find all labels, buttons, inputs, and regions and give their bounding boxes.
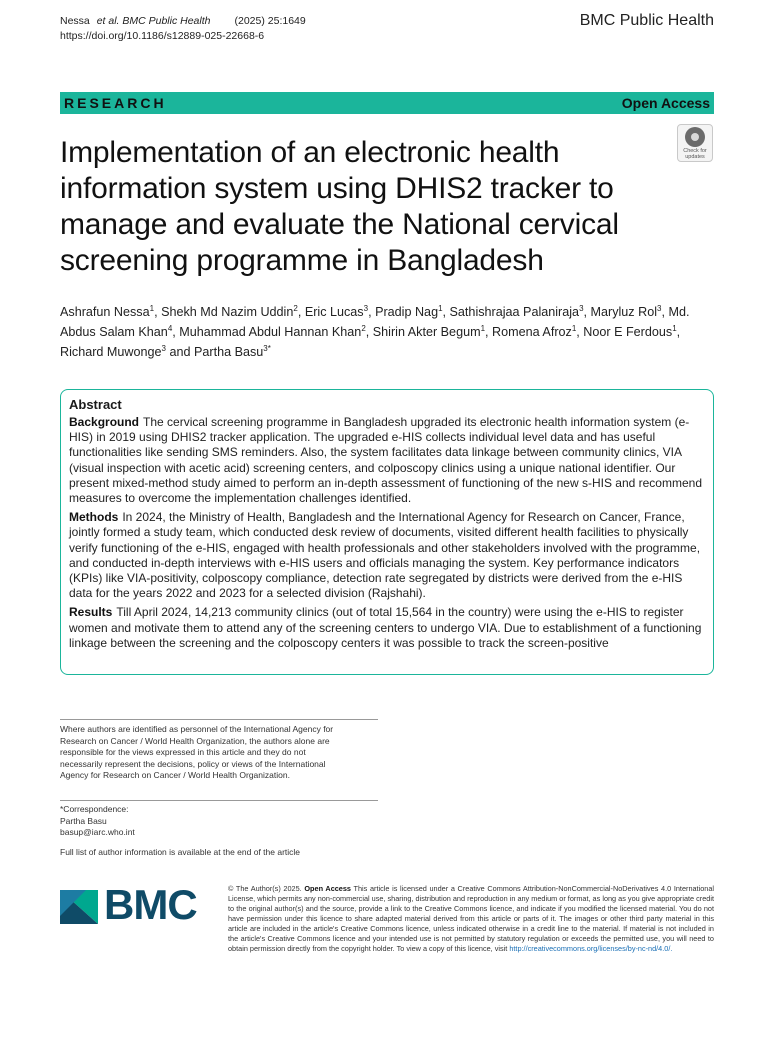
author-affiliation: 3 [363,303,369,313]
author-name: Noor E Ferdous [583,325,673,339]
bmc-wordmark: BMC [104,881,197,928]
results-label: Results [69,605,113,620]
author-affiliation: 1 [438,303,443,313]
author-name: Romena Afroz [492,325,572,339]
correspondence-name: Partha Basu [60,815,107,826]
correspondence-block [60,804,360,839]
license-text [228,884,714,954]
author-affiliation: 3 [161,343,166,353]
check-updates-line1: Check for [683,148,707,154]
check-updates-text [683,148,707,160]
author-affiliation: 2 [293,303,298,313]
running-header [60,14,310,44]
license-open-access: Open Access [304,884,351,893]
correspondence-email[interactable]: basup@iarc.who.int [60,827,135,837]
background-text: The cervical screening programme in Bangladesh upgraded its electronic health information system (e-HIS) in 2019 using DHIS2 tracker application. The upgraded e-HIS collects individual level data and has useful functionalities like sending SMS reminders. Also, the system facilitates data linkage between community clinics, VIA (visual inspection with acetic acid) screening centers, and colposcopy clinics using a unique national identifier. Our present mixed-method study aimed to perform an in-depth assessment of functioning of the new s-HIS and recommend measures to overcome the implementation challenges identified. [69,415,702,506]
bmc-mark-icon [60,886,98,924]
journal-name: BMC Public Health [579,12,714,29]
abstract-box [60,389,714,675]
article-type-label: RESEARCH [64,95,167,111]
author-name: Muhammad Abdul Hannan Khan [179,325,362,339]
footnote-rule [60,719,378,720]
author-name: Richard Muwonge [60,345,162,359]
author-name: Shekh Md Nazim Uddin [161,305,294,319]
author-affiliation: 1 [480,323,486,333]
crossmark-icon [685,127,705,147]
author-name: Pradip Nag [375,305,439,319]
methods-text: In 2024, the Ministry of Health, Bangladesh and the International Agency for Research on Cancer, France, jointly formed a study team, which conducted desk review of documents, visited different health facilities to physically verify functioning of the e-HIS, engaged with health professionals and other stakeholders involved with the programme, and conducted in-depth interviews with e-HIS users and officials managing the system. Key performance indicators (KPIs) like VIA-positivity, colposcopy compliance, detection rate segregated by districts were derived from the e-HIS data for the years 2022 and 2023 for a selected division (Rajshahi). [69,510,701,601]
article-title: Implementation of an electronic health information system using DHIS2 tracker to manage and evaluate the National cervical screening programme in Bangladesh [60,136,619,277]
open-access-label: Open Access [621,95,710,111]
author-name: Shirin Akter Begum [372,325,481,339]
check-for-updates-button[interactable] [677,124,713,162]
author-info-note: Full list of author information is available at the end of the article [60,847,301,857]
author-affiliation: 4 [167,323,173,333]
author-affiliation: 3 [657,303,662,313]
author-affiliation: 1 [672,323,677,333]
license-link[interactable]: http://creativecommons.org/licenses/by-nc-nd/4.0/. [509,944,673,953]
author-name: Md. Abdus Salam Khan [60,305,690,339]
methods-label: Methods [69,510,119,525]
article-type-band [60,92,714,114]
author-affiliation: 2 [361,323,366,333]
citation-line [60,14,310,29]
disclaimer-note: Where authors are identified as personnel of the International Agency for Research on Cancer / World Health Organization, the authors alone are responsible for the views expressed in this article and they do not necessarily represent the decisions, policy or views of the International Agency for Research on Cancer / World Health Organization. [60,724,334,780]
author-affiliation: 3* [263,343,271,353]
header-journal-short: et al. BMC Public Health [96,15,211,27]
author-affiliation: 3 [579,303,584,313]
background-label: Background [69,415,140,429]
header-authors: Nessa [60,15,93,27]
author-name: Sathishrajaa Palaniraja [449,305,580,319]
license-body: This article is licensed under a Creative Commons Attribution-NonCommercial-NoDerivatives 4.0 International License, which permits any non-commercial use, sharing, distribution and reproduction in any medium or format, as long as you give appropriate credit to the original author(s) and the source, provide a link to the Creative Commons licence, and indicate if you modified the licensed material. You do not have permission under this licence to share adapted material derived from this article or parts of it. The images or other third party material in this article are included in the article's Creative Commons licence, unless indicated otherwise in a credit line to the material. If material is not included in the article's Creative Commons licence and your intended use is not permitted by statutory regulation or exceeds the permitted use, you will need to obtain permission directly from the copyright holder. To view a copy of this licence, visit [228,884,715,953]
author-name: Partha Basu [193,345,264,359]
bmc-logo [60,883,210,927]
author-affiliation: 1 [149,303,155,313]
abstract-background [69,415,705,506]
author-affiliation: 1 [571,323,577,333]
abstract-methods [69,510,705,601]
correspondence-label: *Correspondence: [60,804,129,814]
header-volume: (2025) 25:1649 [234,15,306,27]
abstract-results [69,605,705,651]
doi-link[interactable]: https://doi.org/10.1186/s12889-025-22668-6 [60,30,265,42]
author-name: Ashrafun Nessa [60,305,150,319]
results-text: Till April 2024, 14,213 community clinics (out of total 15,564 in the country) were using the e-HIS to register women and motivate them to attend any of the screening centers to undergo VIA. Due to establishment of a functioning linkage between the screening and the colposcopy centers it was possible to track the screen-positive [69,605,702,650]
check-updates-line2: updates [685,154,705,160]
correspondence-rule [60,800,378,801]
copyright-notice: © The Author(s) 2025. [228,884,302,893]
author-name: Eric Lucas [304,305,364,319]
author-name: Maryluz Rol [590,305,657,319]
author-list: Ashrafun Nessa$^1$, Shekh Md Nazim Uddin$^2$, Eric Lucas$^3$, Pradip Nag$^1$, Sathishrajaa Palaniraja$^3$, Maryluz Rol$^3$, Md. Abdus Salam Khan$^4$, Muhammad Abdul Hannan Khan$^2$, Shirin Akter Begum$^1$, Romena Afroz$^1$, Noor E Ferdous$^1$, Richard Muwonge$^3$ and Partha Basu$^{3*}$ [60,303,690,359]
abstract-heading: Abstract [69,397,122,412]
